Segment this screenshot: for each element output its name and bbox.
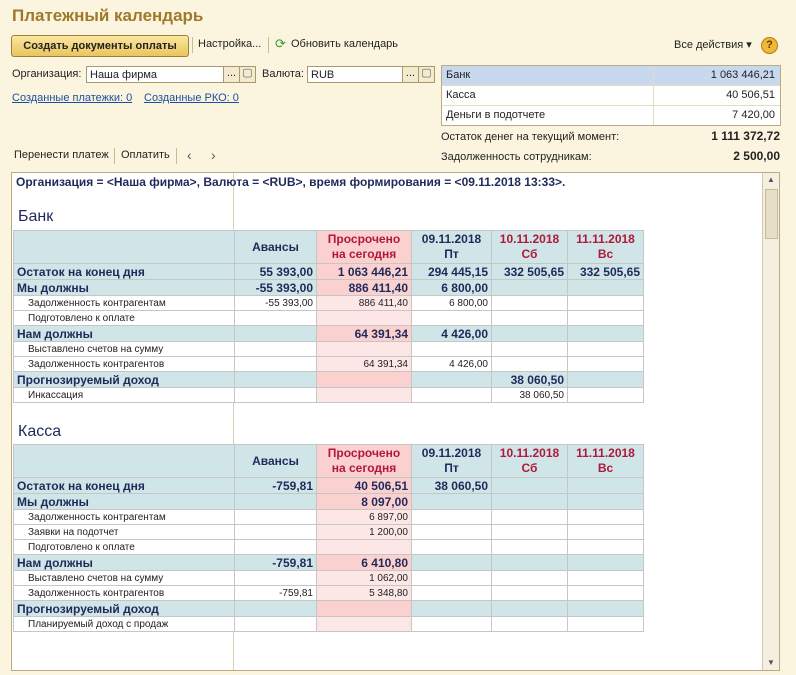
table-cell[interactable] <box>412 571 492 586</box>
table-row[interactable] <box>14 357 644 372</box>
table-row[interactable] <box>14 296 644 311</box>
row-label: Мы должны <box>14 494 235 510</box>
table-cell[interactable]: 6 800,00 <box>412 296 492 311</box>
balance-label: Деньги в подотчете <box>442 106 654 125</box>
table-cell[interactable]: 332 505,65 <box>568 264 644 280</box>
current-balance-value: 1 111 372,72 <box>711 129 780 143</box>
row-label: Нам должны <box>14 326 235 342</box>
column-header-line: 11.11.2018 <box>576 232 635 246</box>
created-rko-link[interactable]: Созданные РКО: 0 <box>144 92 239 104</box>
currency-field[interactable]: RUB <box>307 66 403 83</box>
table-cell[interactable]: -759,81 <box>235 555 317 571</box>
table-row[interactable] <box>14 388 644 403</box>
table-cell[interactable] <box>568 311 644 326</box>
table-cell[interactable] <box>568 478 644 494</box>
column-header-line: 09.11.2018 <box>421 446 482 460</box>
row-label: Заявки на подотчет <box>14 525 235 540</box>
refresh-calendar-button[interactable]: Обновить календарь <box>291 38 399 50</box>
table-row[interactable] <box>14 372 644 388</box>
balance-label: Касса <box>442 86 654 105</box>
column-header-line: Вс <box>597 461 614 475</box>
bank-section-title: Банк <box>18 208 54 225</box>
balance-value: 7 420,00 <box>732 109 775 121</box>
employee-debt-value: 2 500,00 <box>733 149 780 163</box>
organization-clear-icon[interactable]: ▢ <box>239 66 256 83</box>
table-cell[interactable] <box>492 555 568 571</box>
table-row[interactable] <box>14 525 644 540</box>
toolbar-separator <box>268 37 269 53</box>
table-row[interactable] <box>14 571 644 586</box>
column-header <box>235 445 317 478</box>
table-cell[interactable]: -55 393,00 <box>235 296 317 311</box>
table-cell[interactable] <box>492 494 568 510</box>
table-row[interactable] <box>14 494 644 510</box>
table-cell[interactable] <box>492 342 568 357</box>
organization-field[interactable]: Наша фирма <box>86 66 224 83</box>
created-payments-link[interactable]: Созданные платежки: 0 <box>12 92 133 104</box>
table-cell[interactable] <box>568 342 644 357</box>
table-cell[interactable] <box>492 357 568 372</box>
table-cell[interactable] <box>492 601 568 617</box>
table-cell[interactable]: -759,81 <box>235 586 317 601</box>
table-cell[interactable] <box>492 280 568 296</box>
row-label: Прогнозируемый доход <box>14 601 235 617</box>
row-label: Прогнозируемый доход <box>14 372 235 388</box>
refresh-icon[interactable]: ⟳ <box>275 36 286 51</box>
table-cell[interactable] <box>235 357 317 372</box>
next-arrow-icon[interactable]: › <box>211 147 216 163</box>
table-row[interactable] <box>14 342 644 357</box>
table-cell[interactable]: 8 097,00 <box>317 494 412 510</box>
table-cell[interactable] <box>568 280 644 296</box>
table-row[interactable] <box>14 280 644 296</box>
table-cell[interactable] <box>568 326 644 342</box>
table-cell[interactable]: 4 426,00 <box>412 357 492 372</box>
cash-section-title: Касса <box>18 423 62 440</box>
table-cell[interactable] <box>412 555 492 571</box>
cash-header-row <box>14 445 644 478</box>
table-cell[interactable] <box>317 372 412 388</box>
column-header <box>317 445 412 478</box>
table-cell[interactable] <box>317 617 412 632</box>
table-row[interactable] <box>14 478 644 494</box>
transfer-payment-button[interactable]: Перенести платеж <box>14 149 109 161</box>
table-cell[interactable] <box>412 372 492 388</box>
column-header-line: на сегодня <box>331 247 397 261</box>
report-area <box>11 172 780 671</box>
header-cell <box>14 445 235 478</box>
currency-select-button[interactable]: ... <box>402 66 419 83</box>
settings-button[interactable]: Настройка... <box>198 38 262 50</box>
table-cell[interactable] <box>492 571 568 586</box>
column-header <box>492 231 568 264</box>
column-header-line: Просрочено <box>327 446 401 460</box>
table-cell[interactable] <box>568 388 644 403</box>
row-label: Остаток на конец дня <box>14 264 235 280</box>
table-cell[interactable] <box>235 342 317 357</box>
table-cell[interactable] <box>317 311 412 326</box>
balance-row-cash[interactable] <box>442 86 780 106</box>
table-cell[interactable] <box>568 525 644 540</box>
organization-label: Организация: <box>12 68 82 80</box>
row-label: Подготовлено к оплате <box>14 311 235 326</box>
report-scrollbar[interactable] <box>762 173 779 670</box>
table-cell[interactable] <box>568 510 644 525</box>
table-cell[interactable] <box>492 540 568 555</box>
table-cell[interactable] <box>235 525 317 540</box>
report-header: Организация = <Наша фирма>, Валюта = <RUB>, время формирования = <09.11.2018 13:33>. <box>16 175 566 189</box>
table-cell[interactable] <box>235 571 317 586</box>
table-cell[interactable]: 38 060,50 <box>492 372 568 388</box>
table-cell[interactable] <box>412 494 492 510</box>
table-cell[interactable] <box>492 311 568 326</box>
column-header-line: 11.11.2018 <box>576 446 635 460</box>
scroll-thumb[interactable] <box>765 189 778 239</box>
currency-clear-icon[interactable]: ▢ <box>418 66 435 83</box>
table-cell[interactable] <box>568 372 644 388</box>
table-row[interactable] <box>14 601 644 617</box>
table-cell[interactable] <box>412 510 492 525</box>
row-label: Задолженность контрагентов <box>14 586 235 601</box>
balances-table <box>441 65 781 126</box>
table-cell[interactable] <box>568 494 644 510</box>
table-cell[interactable] <box>235 540 317 555</box>
column-header-line: 10.11.2018 <box>499 232 560 246</box>
table-cell[interactable]: 886 411,40 <box>317 296 412 311</box>
table-cell[interactable]: 1 062,00 <box>317 571 412 586</box>
header-cell <box>14 231 235 264</box>
table-cell[interactable] <box>412 311 492 326</box>
table-cell[interactable] <box>568 555 644 571</box>
table-row[interactable] <box>14 326 644 342</box>
table-cell[interactable] <box>412 540 492 555</box>
row-label: Выставлено счетов на сумму <box>14 571 235 586</box>
table-cell[interactable] <box>492 525 568 540</box>
row-label: Задолженность контрагентам <box>14 296 235 311</box>
pay-button[interactable]: Оплатить <box>121 149 170 161</box>
column-header-line: 09.11.2018 <box>421 232 482 246</box>
table-cell[interactable]: 1 063 446,21 <box>317 264 412 280</box>
column-header-line: Сб <box>521 247 538 261</box>
all-actions-menu[interactable]: Все действия ▾ <box>674 39 752 51</box>
table-cell[interactable] <box>568 571 644 586</box>
column-header-line: Вс <box>597 247 614 261</box>
table-row[interactable] <box>14 264 644 280</box>
balance-row-bank[interactable] <box>442 66 780 86</box>
table-row[interactable] <box>14 311 644 326</box>
column-header <box>317 231 412 264</box>
table-cell[interactable] <box>412 586 492 601</box>
bank-table <box>13 230 644 403</box>
table-cell[interactable]: 1 200,00 <box>317 525 412 540</box>
balance-value: 40 506,51 <box>726 89 775 101</box>
row-label: Остаток на конец дня <box>14 478 235 494</box>
table-cell[interactable] <box>492 296 568 311</box>
table-cell[interactable] <box>568 540 644 555</box>
table-cell[interactable]: 64 391,34 <box>317 326 412 342</box>
table-cell[interactable] <box>317 601 412 617</box>
table-cell[interactable]: -759,81 <box>235 478 317 494</box>
table-cell[interactable]: 6 800,00 <box>412 280 492 296</box>
table-cell[interactable] <box>412 601 492 617</box>
table-cell[interactable] <box>317 342 412 357</box>
table-cell[interactable] <box>568 296 644 311</box>
table-cell[interactable]: 55 393,00 <box>235 264 317 280</box>
toolbar-separator <box>192 37 193 53</box>
table-cell[interactable]: 6 410,80 <box>317 555 412 571</box>
table-cell[interactable]: 38 060,50 <box>412 478 492 494</box>
column-header-line: Авансы <box>252 239 299 254</box>
column-header-line: 10.11.2018 <box>499 446 560 460</box>
table-cell[interactable] <box>235 601 317 617</box>
bank-header-row <box>14 231 644 264</box>
row-label: Планируемый доход с продаж <box>14 617 235 632</box>
balance-row-accountable[interactable] <box>442 106 780 125</box>
table-cell[interactable] <box>235 388 317 403</box>
table-cell[interactable]: -55 393,00 <box>235 280 317 296</box>
table-cell[interactable] <box>317 540 412 555</box>
page-title: Платежный календарь <box>12 6 204 25</box>
row-label: Подготовлено к оплате <box>14 540 235 555</box>
table-cell[interactable]: 64 391,34 <box>317 357 412 372</box>
table-row[interactable] <box>14 586 644 601</box>
table-cell[interactable] <box>568 357 644 372</box>
table-cell[interactable] <box>317 388 412 403</box>
help-icon[interactable]: ? <box>761 37 778 54</box>
column-header-line: Сб <box>521 461 538 475</box>
column-header-line: Авансы <box>252 453 299 468</box>
table-cell[interactable] <box>235 372 317 388</box>
row-label: Задолженность контрагентов <box>14 357 235 372</box>
column-header <box>235 231 317 264</box>
currency-label: Валюта: <box>262 68 304 80</box>
column-header <box>568 445 644 478</box>
table-cell[interactable] <box>235 510 317 525</box>
row-label: Задолженность контрагентам <box>14 510 235 525</box>
table-cell[interactable] <box>412 617 492 632</box>
prev-arrow-icon[interactable]: ‹ <box>187 147 192 163</box>
balance-value: 1 063 446,21 <box>654 66 780 85</box>
column-header <box>568 231 644 264</box>
column-header <box>412 445 492 478</box>
table-cell[interactable]: 4 426,00 <box>412 326 492 342</box>
table-row[interactable] <box>14 555 644 571</box>
row-label: Выставлено счетов на сумму <box>14 342 235 357</box>
table-cell[interactable] <box>568 601 644 617</box>
table-cell[interactable]: 886 411,40 <box>317 280 412 296</box>
table-cell[interactable] <box>235 494 317 510</box>
row-label: Нам должны <box>14 555 235 571</box>
column-header <box>412 231 492 264</box>
column-header-line: Пт <box>444 247 459 261</box>
table-cell[interactable]: 38 060,50 <box>492 388 568 403</box>
table-cell[interactable]: 5 348,80 <box>317 586 412 601</box>
table-cell[interactable] <box>492 586 568 601</box>
table-cell[interactable]: 6 897,00 <box>317 510 412 525</box>
scroll-down-icon[interactable]: ▼ <box>767 658 775 667</box>
table-cell[interactable] <box>412 342 492 357</box>
employee-debt-label: Задолженность сотрудникам: <box>441 151 592 163</box>
row-label: Инкассация <box>14 388 235 403</box>
table-cell[interactable] <box>568 586 644 601</box>
create-payment-docs-button[interactable]: Создать документы оплаты <box>11 35 189 57</box>
table-cell[interactable] <box>412 388 492 403</box>
row-label: Мы должны <box>14 280 235 296</box>
scroll-up-icon[interactable]: ▲ <box>767 175 775 184</box>
toolbar-separator <box>176 148 177 164</box>
table-cell[interactable] <box>235 617 317 632</box>
column-header-line: на сегодня <box>331 461 397 475</box>
balance-label: Банк <box>442 66 654 85</box>
table-cell[interactable]: 294 445,15 <box>412 264 492 280</box>
table-cell[interactable] <box>235 311 317 326</box>
table-cell[interactable] <box>235 326 317 342</box>
column-header-line: Пт <box>444 461 459 475</box>
table-cell[interactable] <box>492 326 568 342</box>
table-cell[interactable] <box>412 525 492 540</box>
table-row[interactable] <box>14 510 644 525</box>
table-row[interactable] <box>14 617 644 632</box>
table-cell[interactable] <box>568 617 644 632</box>
organization-select-button[interactable]: ... <box>223 66 240 83</box>
table-cell[interactable] <box>492 510 568 525</box>
cash-table <box>13 444 644 632</box>
column-header <box>492 445 568 478</box>
toolbar-separator <box>114 148 115 164</box>
table-cell[interactable]: 40 506,51 <box>317 478 412 494</box>
table-cell[interactable] <box>492 617 568 632</box>
table-cell[interactable]: 332 505,65 <box>492 264 568 280</box>
current-balance-label: Остаток денег на текущий момент: <box>441 131 620 143</box>
table-cell[interactable] <box>492 478 568 494</box>
table-row[interactable] <box>14 540 644 555</box>
column-header-line: Просрочено <box>327 232 401 246</box>
